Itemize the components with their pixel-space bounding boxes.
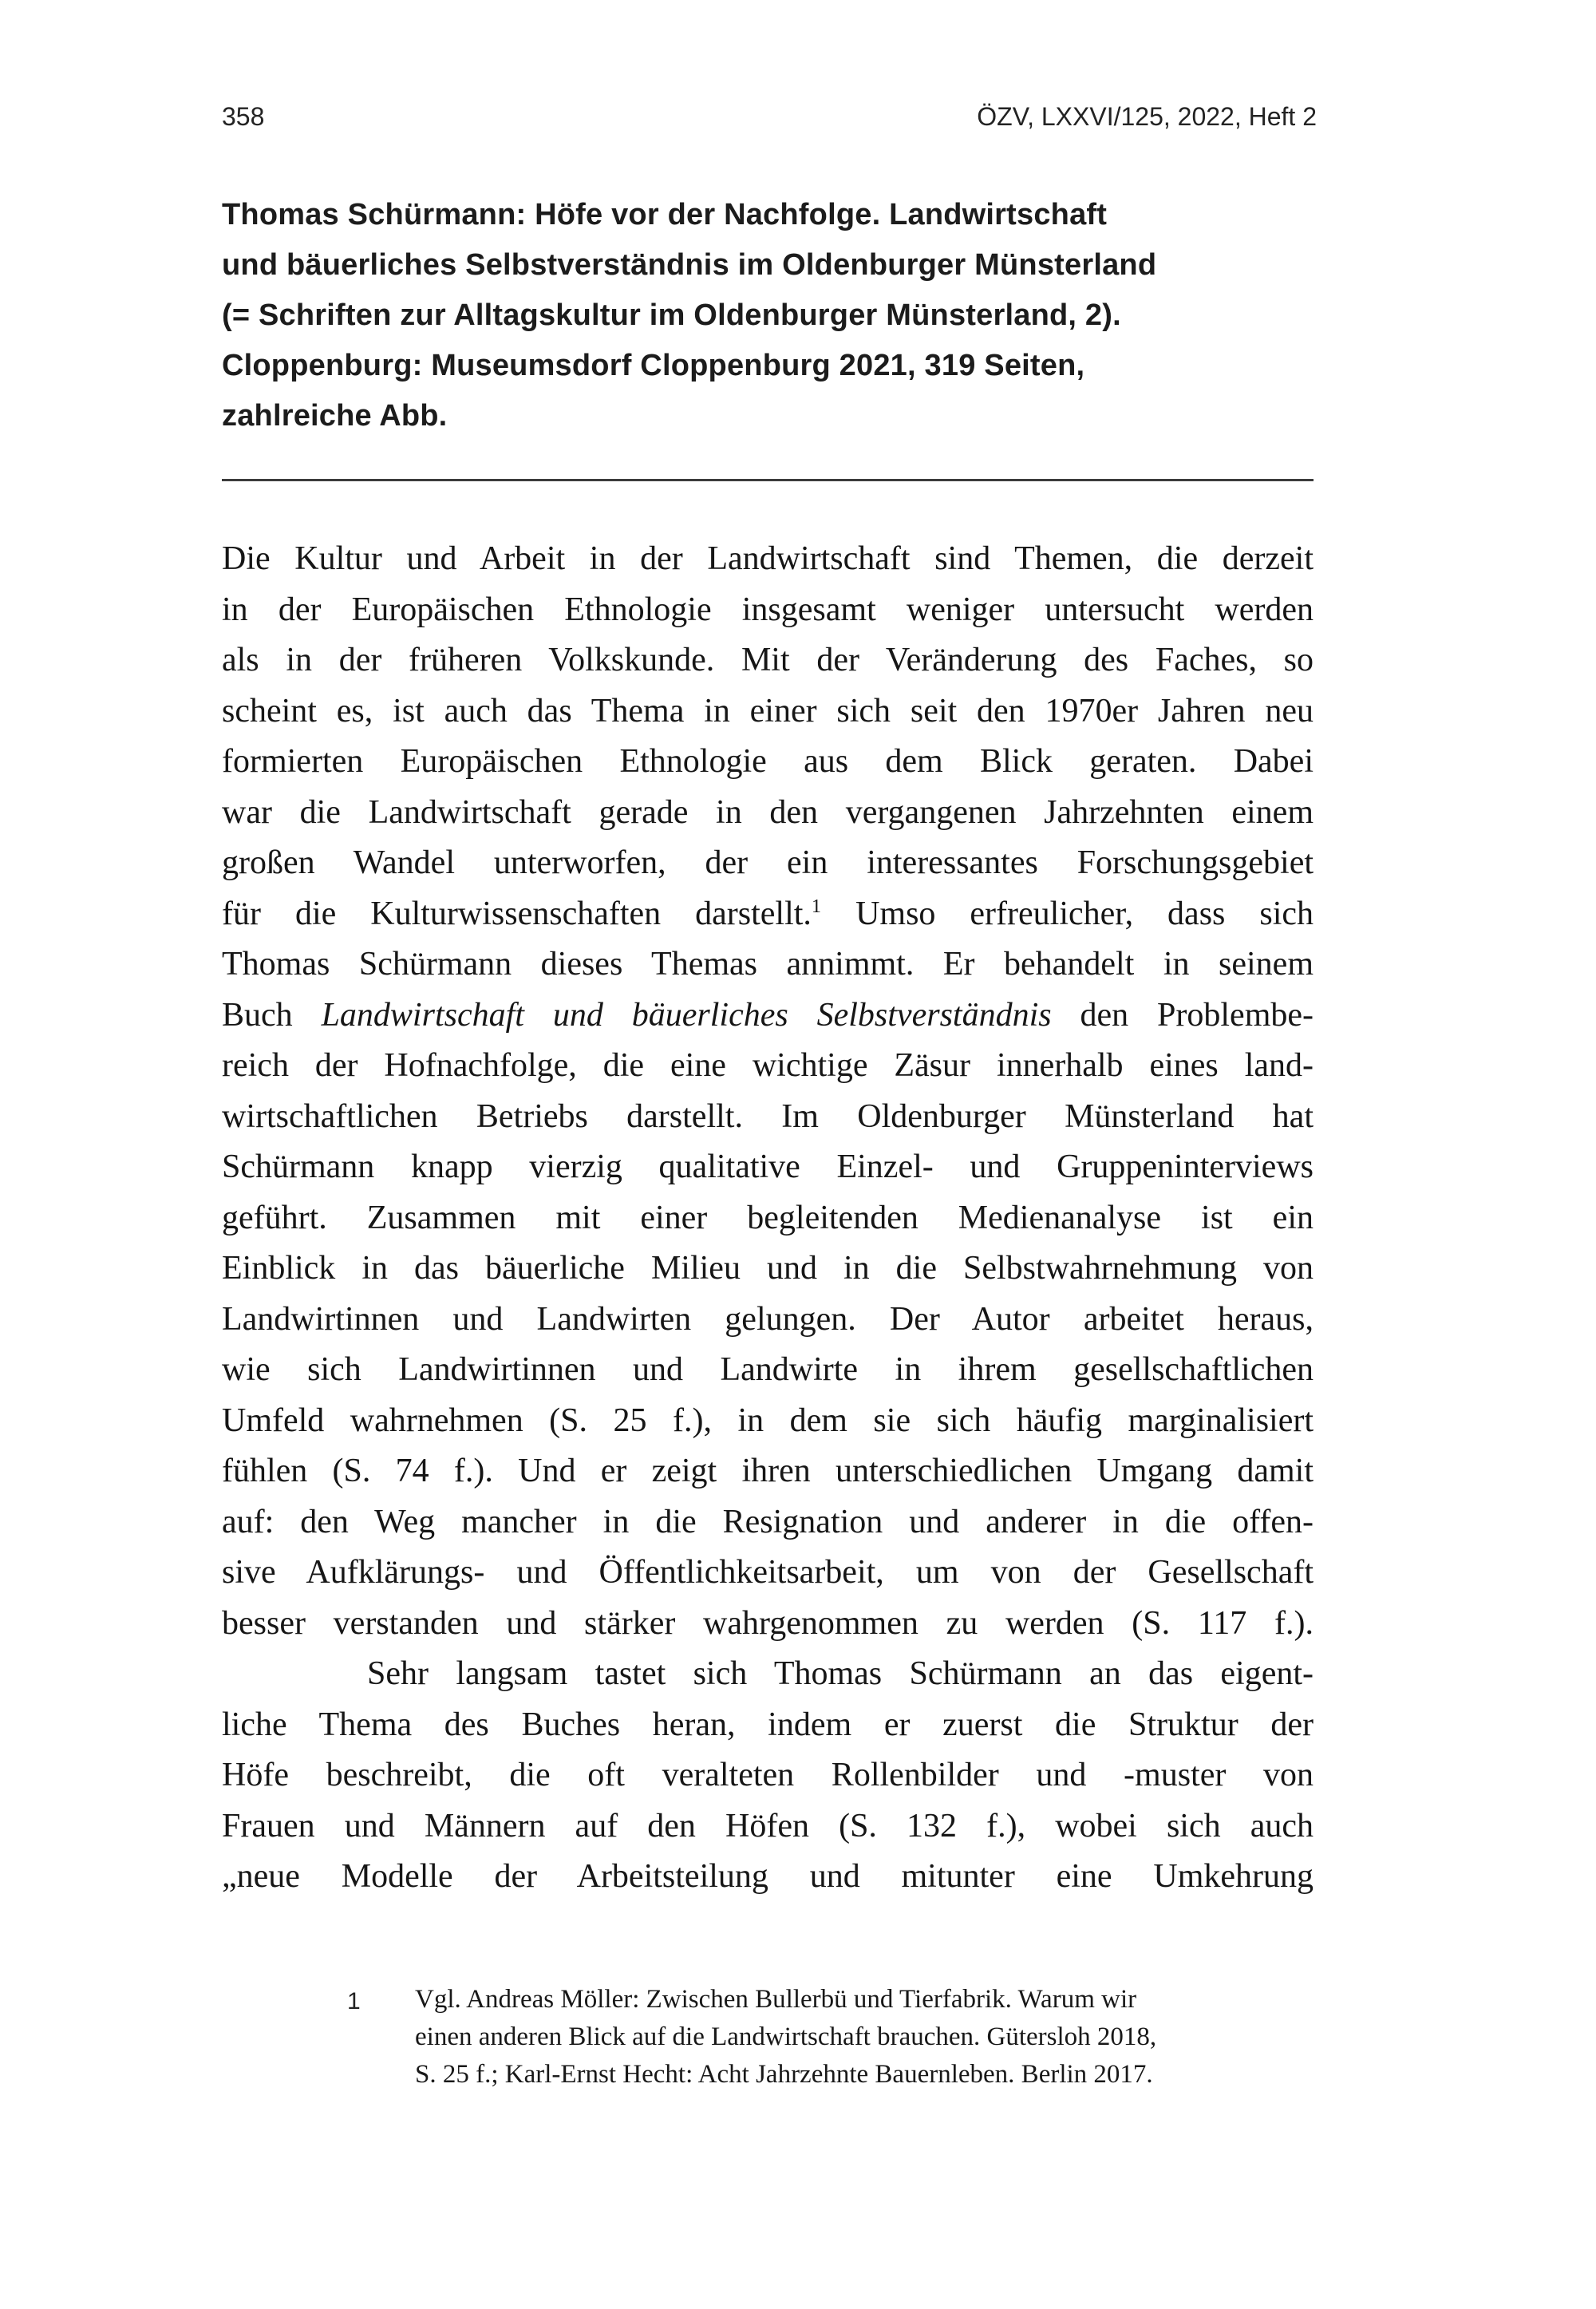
- journal-reference: ÖZV, LXXVI/125, 2022, Heft 2: [977, 102, 1317, 131]
- body-text-line: auf: den Weg mancher in die Resignation und anderer in die offen-: [222, 1503, 1314, 1540]
- body-text-line: in der Europäischen Ethnologie insgesamt weniger untersucht werden: [222, 591, 1314, 628]
- body-text-line: Einblick in das bäuerliche Milieu und in die Selbstwahrnehmung von: [222, 1250, 1314, 1287]
- title-line: Cloppenburg: Museumsdorf Cloppenburg 2021, 319 Seiten,: [222, 349, 1085, 382]
- body-text-line: liche Thema des Buches heran, indem er zuerst die Struktur der: [222, 1706, 1314, 1743]
- body-text-segment: Buch: [222, 996, 322, 1034]
- footnote: [347, 1981, 1345, 2094]
- body-text-line-with-book-title: [222, 990, 1314, 1042]
- title-divider-rule: [222, 479, 1314, 481]
- footnote-line: S. 25 f.; Karl-Ernst Hecht: Acht Jahrzehnte Bauernleben. Berlin 2017.: [415, 2060, 1153, 2089]
- title-line: und bäuerliches Selbstverständnis im Oldenburger Münsterland: [222, 248, 1157, 282]
- footnote-line: Vgl. Andreas Möller: Zwischen Bullerbü und Tierfabrik. Warum wir: [415, 1985, 1137, 2014]
- body-text-line: geführt. Zusammen mit einer begleitenden Medienanalyse ist ein: [222, 1199, 1314, 1236]
- body-text-line: Thomas Schürmann dieses Themas annimmt. Er behandelt in seinem: [222, 946, 1314, 983]
- body-text-line: reich der Hofnachfolge, die eine wichtige Zäsur innerhalb eines land-: [222, 1047, 1314, 1084]
- body-text-line: Schürmann knapp vierzig qualitative Einzel- und Gruppeninterviews: [222, 1149, 1314, 1185]
- footnote-reference: 1: [811, 895, 822, 917]
- body-text-line: „neue Modelle der Arbeitsteilung und mitunter eine Umkehrung: [222, 1858, 1314, 1895]
- body-text-line: sive Aufklärungs- und Öffentlichkeitsarbeit, um von der Gesellschaft: [222, 1554, 1314, 1591]
- title-line: zahlreiche Abb.: [222, 399, 448, 433]
- title-line: Thomas Schürmann: Höfe vor der Nachfolge. Landwirtschaft: [222, 198, 1108, 231]
- body-text-segment: Umso erfreulicher, dass sich: [821, 895, 1314, 932]
- body-text-line: Frauen und Männern auf den Höfen (S. 132 f.), wobei sich auch: [222, 1807, 1314, 1844]
- page-number: 358: [222, 102, 265, 131]
- body-text-line: Umfeld wahrnehmen (S. 25 f.), in dem sie sich häufig marginalisiert: [222, 1402, 1314, 1439]
- body-text-segment: den Problembe-: [1051, 996, 1314, 1034]
- body-text-line-with-footnote-ref: [222, 889, 1314, 940]
- body-text-line: wie sich Landwirtinnen und Landwirte in ihrem gesellschaftlichen: [222, 1351, 1314, 1388]
- body-text-line: fühlen (S. 74 f.). Und er zeigt ihren unterschiedlichen Umgang damit: [222, 1453, 1314, 1489]
- title-line: (= Schriften zur Alltagskultur im Oldenburger Münsterland, 2).: [222, 299, 1121, 332]
- paragraph-start-line: Sehr langsam tastet sich Thomas Schürmann an das eigent-: [367, 1655, 1314, 1692]
- footnote-number: 1: [347, 1988, 361, 2014]
- body-text-line: formierten Europäischen Ethnologie aus dem Blick geraten. Dabei: [222, 743, 1314, 780]
- review-body: [222, 534, 1314, 1903]
- footnote-text: [415, 1981, 1345, 2094]
- book-title-italic: Landwirtschaft und bäuerliches Selbstverständnis: [321, 996, 1052, 1034]
- body-text-line: Höfe beschreibt, die oft veralteten Rollenbilder und -muster von: [222, 1757, 1314, 1793]
- body-text-line: scheint es, ist auch das Thema in einer sich seit den 1970er Jahren neu: [222, 692, 1314, 729]
- body-text-line: war die Landwirtschaft gerade in den vergangenen Jahrzehnten einem: [222, 793, 1314, 831]
- body-text-line: als in der früheren Volkskunde. Mit der Veränderung des Faches, so: [222, 642, 1314, 678]
- running-header: [222, 102, 1317, 131]
- body-text-line: besser verstanden und stärker wahrgenommen zu werden (S. 117 f.).: [222, 1604, 1314, 1642]
- footnote-line: einen anderen Blick auf die Landwirtschaft brauchen. Gütersloh 2018,: [415, 2022, 1157, 2051]
- body-text-line: großen Wandel unterworfen, der ein interessantes Forschungsgebiet: [222, 844, 1314, 881]
- body-text-line: Landwirtinnen und Landwirten gelungen. Der Autor arbeitet heraus,: [222, 1300, 1314, 1338]
- book-review-title: [222, 190, 1317, 441]
- body-text-line: wirtschaftlichen Betriebs darstellt. Im Oldenburger Münsterland hat: [222, 1097, 1314, 1135]
- body-text-segment: für die Kulturwissenschaften darstellt.: [222, 895, 812, 932]
- body-text-line: Die Kultur und Arbeit in der Landwirtschaft sind Themen, die derzeit: [222, 540, 1314, 577]
